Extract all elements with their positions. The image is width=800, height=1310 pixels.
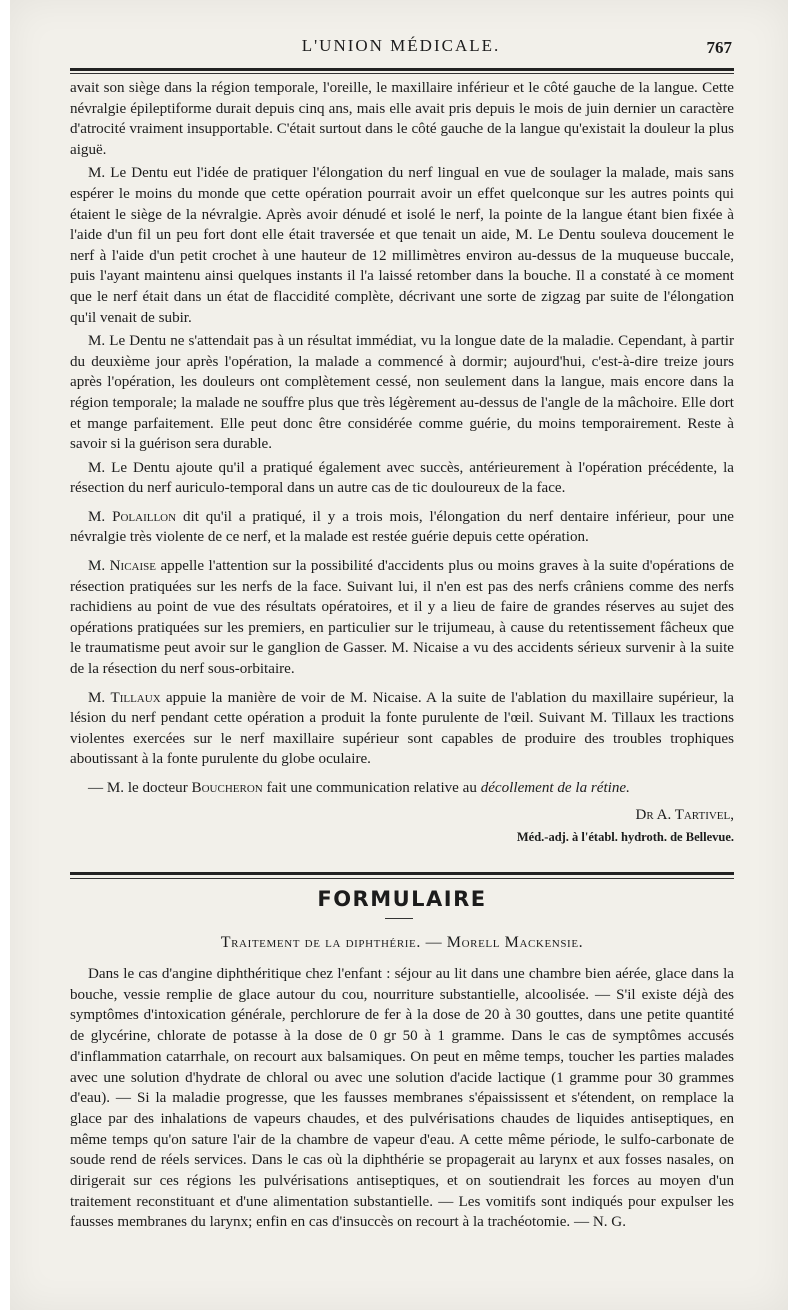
formulaire-body: [70, 964, 734, 1233]
paragraph-text: appuie la manière de voir de M. Nicaise. A la suite de l'ablation du maxillaire supérieur, la lésion du nerf pendant cette opération a produit la fonte purulente de l'œil. Suivant M. Tillaux les tractions violentes exercées sur le nerf maxillaire supérieur sont capables de produire des troubles trophiques aboutissant à la fonte purulente du globe oculaire.: [70, 689, 735, 768]
page-number: 767: [706, 38, 732, 57]
paragraph: [70, 778, 734, 799]
running-title: L'UNION MÉDICALE.: [301, 36, 501, 55]
author-signature: Dr A. Tartivel,: [635, 806, 734, 823]
paragraph: [70, 507, 734, 548]
paragraph: avait son siège dans la région temporale, l'oreille, le maxillaire inférieur et le côté gauche de la langue. Cette névralgie épileptiforme durait depuis cinq ans, mais elle avait pris depuis le mois de juin dernier un caractère d'atrocité vraiment insupportable. C'était surtout dans le côté gauche de la langue qu'existait la douleur la plus aiguë.: [70, 80, 734, 158]
speaker-name: Polaillon: [112, 508, 177, 525]
paragraph: M. Le Dentu eut l'idée de pratiquer l'élongation du nerf lingual en vue de soulager la malade, mais sans espérer le moins du monde que cette opération pourrait avoir un effet quelconque sur les autres points qui étaient le siège de la névralgie. Après avoir dénudé et isolé le nerf, la pointe de la langue étant bien fixée à l'aide d'un fil un peu fort dont elle était traversée et que tenait un aide, M. Le Dentu souleva doucement le nerf à l'aide d'un petit crochet à une hauteur de 12 millimètres environ au-dessus de la muqueuse buccale, puis l'ayant maintenu ainsi quelques instants il l'a laissé retomber dans la bouche. Il a constaté à ce moment que le nerf était dans un état de flaccidité complète, décrivant une sorte de zigzag par suite de l'élongation qu'il venait de subir.: [70, 165, 734, 326]
title-dash: [385, 918, 413, 919]
paragraph: [70, 688, 734, 770]
author-affiliation: Méd.-adj. à l'établ. hydroth. de Bellevue.: [516, 830, 734, 845]
paragraph-text: — M. le docteur: [88, 780, 192, 796]
page-header: [70, 36, 732, 66]
header-rule-thin: [70, 73, 734, 74]
italic-text: décollement de la rétine.: [480, 780, 630, 796]
speaker-prefix: M.: [88, 508, 113, 525]
speaker-name: Tillaux: [110, 689, 161, 706]
section-subtitle: Traitement de la diphthérie. — Morell Mackensie.: [220, 934, 584, 951]
speaker-prefix: M.: [88, 689, 111, 706]
paragraph: M. Le Dentu ne s'attendait pas à un résultat immédiat, vu la longue date de la maladie. Cependant, à partir du deuxième jour après l'opération, la malade a commencé à dormir; aujourd'hui, c'est-à-dire treize jours après l'opération, les douleurs ont complètement cessé, non seulement dans la langue, mais encore dans la région temporale; la malade ne souffre plus que très légèrement au-dessus de l'angle de la mâchoire. Elle dort et mange parfaitement. Elle peut donc être considérée comme guérie, du moins temporairement. Reste à savoir si la guérison sera durable.: [70, 333, 734, 453]
speaker-prefix: M.: [88, 558, 110, 575]
paragraph: M. Le Dentu ajoute qu'il a pratiqué également avec succès, antérieurement à l'opération précédente, la résection du nerf auriculo-temporal dans un autre cas de tic douloureux de la face.: [70, 459, 734, 497]
speaker-name: Nicaise: [109, 558, 157, 575]
paragraph: Dans le cas d'angine diphthéritique chez l'enfant : séjour au lit dans une chambre bien aérée, glace dans la bouche, vessie remplie de glace autour du cou, nourriture substantielle, alcoolisée. — S'il existe déjà des symptômes d'intoxication générale, perchlorure de fer à la dose de 20 à 30 gouttes, dans une petite quantité de glycérine, chlorate de potasse à la dose de 0 gr 50 à 1 gramme. Dans le cas de symptômes accusés d'inflammation catarrhale, on recourt aux balsamiques. On peut en même temps, toucher les parties malades avec une solution d'hydrate de chloral ou avec une solution d'acide lactique (1 gramme pour 30 grammes d'eau). — Si la maladie progresse, que les fausses membranes s'épaississent et s'étendent, on remplace la glace par des inhalations de vapeurs chaudes, et des pulvérisations chaudes de liquides antiseptiques, en même temps qu'on sature l'air de la chambre de vapeur d'eau. A cette même période, le sulfo-carbonate de soude rend de réels services. Dans le cas où la diphthérie se propagerait au larynx et aux fosses nasales, on dirigerait sur ces régions les pulvérisations antiseptiques, et on soutiendrait les forces au moyen d'un traitement reconstituant et d'une alimentation substantielle. — Les vomitifs sont indiqués pour expulser les fausses membranes du larynx; enfin en cas d'insuccès on recourt à la trachéotomie. — N. G.: [70, 966, 734, 1231]
header-rule: [70, 68, 734, 71]
paragraph-text: fait une communication relative au: [262, 780, 481, 796]
section-rule: [70, 872, 734, 875]
paragraph-text: dit qu'il a pratiqué, il y a trois mois, l'élongation du nerf dentaire inférieur, pour une névralgie très violente de ce nerf, et la malade est restée guérie depuis cette opération.: [70, 508, 734, 546]
paragraph: [70, 556, 734, 680]
section-rule-thin: [70, 878, 734, 879]
section-title: FORMULAIRE: [317, 887, 487, 911]
article-body: [70, 78, 734, 848]
paragraph-text: appelle l'attention sur la possibilité d'accidents plus ou moins graves à la suite d'opérations de résection pratiquées sur les nerfs de la face. Suivant lui, il n'en est pas des nerfs crâniens comme des nerfs rachidiens au point de vue des résultats opératoires, et il y a lieu de faire de grandes réserves au sujet des opérations pratiquées sur les premiers, en particulier sur le trijumeau, à cause du retentissement fâcheux que le traumatisme peut avoir sur le ganglion de Gasser. M. Nicaise a vu des accidents sérieux survenir à la suite de la résection du nerf sous-orbitaire.: [70, 558, 734, 678]
speaker-name: Boucheron: [191, 780, 263, 796]
